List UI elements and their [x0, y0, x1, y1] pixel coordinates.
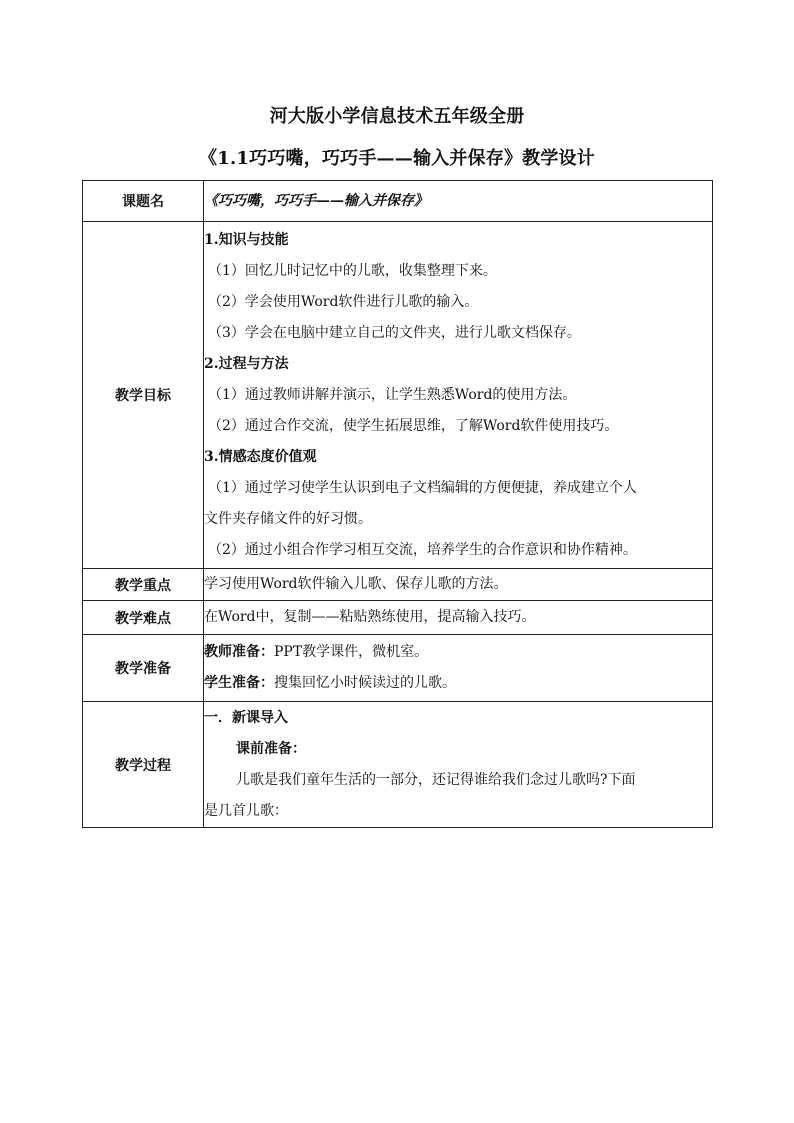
teacher-preparation: [204, 637, 712, 668]
key-points-value: 学习使用Word软件输入儿歌、保存儿歌的方法。: [204, 576, 508, 592]
objectives-section-1-title: 1.知识与技能: [204, 231, 289, 248]
difficulties-value: 在Word中，复制——粘贴熟练使用，提高输入技巧。: [204, 609, 536, 625]
difficulties-cell: [204, 601, 713, 635]
objectives-section-1-item: （1）回忆儿时记忆中的儿歌，收集整理下来。: [208, 262, 497, 279]
objectives-section-3-title: 3.情感态度价值观: [204, 448, 317, 465]
process-cell: [204, 702, 713, 828]
objectives-cell: [204, 222, 713, 569]
objectives-section-1-item: （3）学会在电脑中建立自己的文件夹，进行儿歌文档保存。: [208, 324, 581, 341]
objectives-section-3-item-line: 文件夹存储文件的好习惯。: [204, 510, 372, 527]
topic-value-cell: [204, 181, 713, 222]
key-points-cell: [204, 569, 713, 601]
teacher-preparation-value: PPT教学课件，微机室。: [274, 644, 429, 660]
objectives-section-3-item-line: （1）通过学习使学生认识到电子文档编辑的方便便捷，养成建立个人: [208, 479, 637, 496]
objectives-label: 教学目标: [83, 222, 204, 569]
student-preparation-label: 学生准备：: [204, 675, 274, 691]
key-points-label: 教学重点: [83, 569, 204, 601]
process-paragraph-line: 是几首儿歌：: [204, 802, 288, 819]
objectives-section-2-title: 2.过程与方法: [204, 355, 289, 372]
preparation-cell: [204, 635, 713, 702]
lesson-plan-table: [82, 180, 713, 828]
difficulties-label: 教学难点: [83, 601, 204, 635]
document-title: 河大版小学信息技术五年级全册: [269, 106, 525, 127]
objectives-section-2-item: （1）通过教师讲解并演示，让学生熟悉Word的使用方法。: [208, 386, 577, 403]
table-row-process: [83, 702, 713, 828]
table-row-objectives: [83, 222, 713, 569]
table-row-preparation: [83, 635, 713, 702]
table-row-key-points: [83, 569, 713, 601]
student-preparation-value: 搜集回忆小时候读过的儿歌。: [274, 675, 456, 691]
table-row-topic: [83, 181, 713, 222]
objectives-section-1-item: （2）学会使用Word软件进行儿歌的输入。: [208, 293, 479, 310]
process-label: 教学过程: [83, 702, 204, 828]
topic-value: 《巧巧嘴，巧巧手——输入并保存》: [204, 192, 428, 209]
process-subheading: 课前准备：: [236, 740, 306, 757]
objectives-section-3-item: （2）通过小组合作学习相互交流，培养学生的合作意识和协作精神。: [208, 541, 637, 558]
teacher-preparation-label: 教师准备：: [204, 644, 274, 660]
document-subtitle: 《1.1巧巧嘴，巧巧手——输入并保存》教学设计: [199, 148, 595, 169]
topic-label: 课题名: [83, 181, 204, 222]
objectives-section-2-item: （2）通过合作交流，使学生拓展思维，了解Word软件使用技巧。: [208, 417, 619, 434]
process-paragraph-line: 儿歌是我们童年生活的一部分，还记得谁给我们念过儿歌吗?下面: [236, 771, 636, 788]
table-row-difficulties: [83, 601, 713, 635]
student-preparation: [204, 668, 712, 699]
preparation-label: 教学准备: [83, 635, 204, 702]
process-section-title: 一．新课导入: [204, 709, 288, 726]
